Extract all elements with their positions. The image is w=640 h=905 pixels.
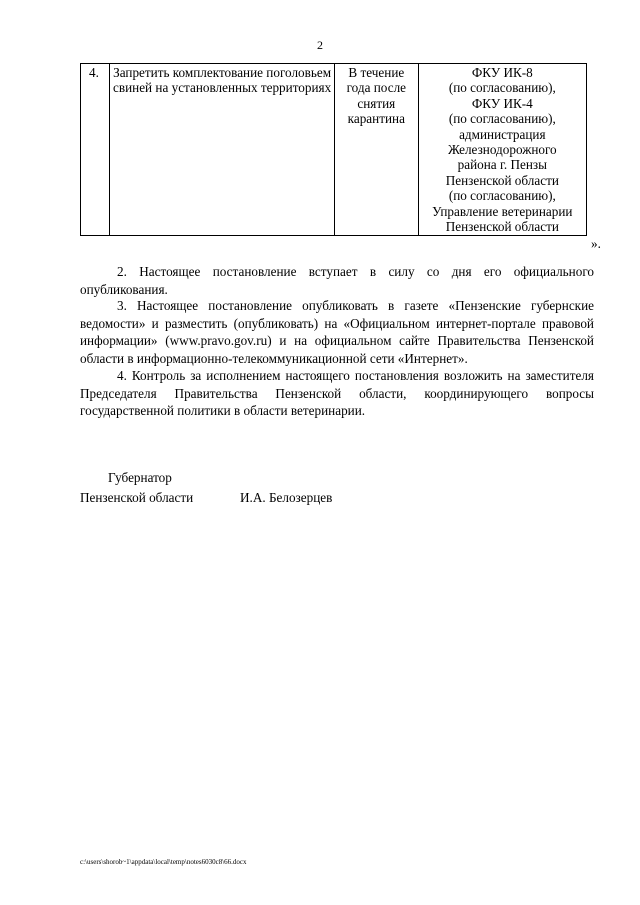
responsible-line: Железнодорожного [447,142,557,158]
responsible-line: (по согласованию), [448,111,556,127]
signatory-name: И.А. Белозерцев [240,490,333,505]
responsible-line: Управление ветеринарии [432,203,573,219]
responsible-line: администрация [459,126,546,142]
term-cell: В течение года после снятия карантина [334,64,418,236]
page-number: 2 [317,38,323,52]
responsible-line: ФКУ ИК-8 [471,65,533,80]
responsible-line: района г. Пензы [457,157,547,173]
row-number: 4. [81,64,110,236]
table-row [81,64,587,236]
responsible-cell [418,64,586,236]
responsible-line: (по согласованию), [448,80,556,96]
responsible-line: (по согласованию), [448,188,556,204]
paragraph-2: 2. Настоящее постановление вступает в силу со дня его официального опубликования. [80,264,594,297]
footer-file-path: c:\users\shorob~1\appdata\local\temp\notes6030c8\66.docx [80,858,247,866]
signatory-title: Губернатор [108,470,172,485]
responsible-line: ФКУ ИК-4 [471,95,533,111]
signatory-region: Пензенской области [80,490,194,505]
measure-cell: Запретить комплектование поголовьем свиней на установленных территориях [110,64,335,236]
paragraph-3: 3. Настоящее постановление опубликовать в газете «Пензенские губернские ведомости» и разместить (опубликовать) на «Официальном интернет-портале правовой информации» (www.pravo.gov.ru) и на официальном сайте Правительства Пензенской области в информационно-телекоммуникационной сети «Интернет». [80,298,594,366]
responsible-line: Пензенской области [445,172,559,188]
responsible-line: Пензенской области [445,219,559,235]
measures-table [80,63,587,236]
paragraph-4: 4. Контроль за исполнением настоящего постановления возложить на заместителя Председателя Правительства Пензенской области, координирующего вопросы государственной политики в области ветеринарии. [80,368,594,419]
closing-quote: ». [591,236,601,251]
